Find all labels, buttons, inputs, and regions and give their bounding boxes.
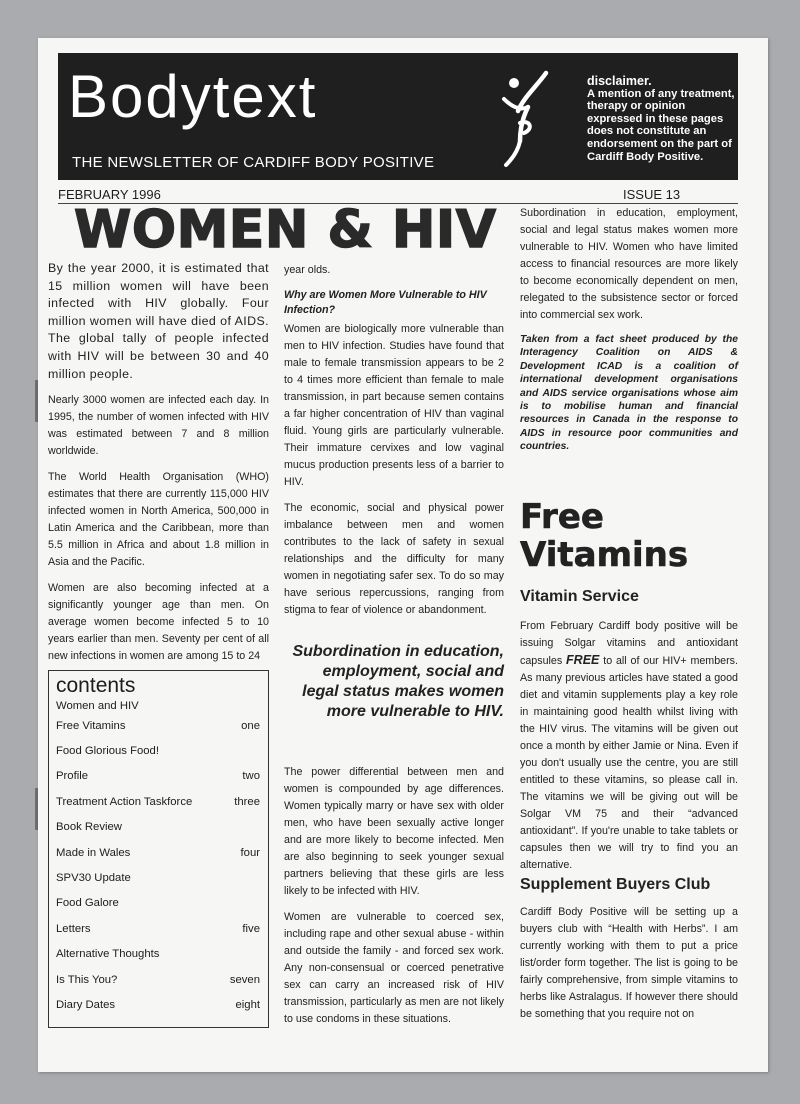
article-column-2 (284, 262, 504, 628)
contents-item-title: Diary Dates (56, 998, 116, 1011)
article-column-2-continued (284, 764, 504, 1037)
dancing-figure-logo (498, 63, 552, 168)
article-paragraph: year olds. (284, 264, 331, 276)
article-headline: WOMEN & HIV (74, 200, 497, 260)
issue-number: ISSUE 13 (623, 187, 681, 202)
contents-item (56, 967, 260, 992)
disclaimer-box (587, 75, 737, 163)
article-column-3 (520, 205, 738, 454)
contents-item-title: Treatment Action Taskforce (56, 795, 193, 808)
contents-item (56, 840, 260, 865)
headline-line: Vitamins (520, 535, 689, 575)
source-note: Taken from a fact sheet produced by the Interagency Coalition on AIDS & Development ICAD is a coalition of international development organisations and AIDS service organisations whose aim is to mobilise human and financial resources in Canada in the response to AIDS in resource poor communities and countries. (520, 334, 738, 453)
contents-item-page: one (241, 719, 260, 732)
contents-item-title: Is This You? (56, 973, 118, 986)
article-paragraph: The World Health Organisation (WHO) estimates that there are currently 115,000 HIV infected women in North America, 500,000 in Latin America and the Caribbean, more than 5.5 million in Africa and about 1.8 million in Asia and the Pacific. (48, 471, 269, 569)
disclaimer-heading: disclaimer. (587, 74, 652, 88)
pull-quote: Subordination in education, employment, social and legal status makes women more vulnerable to HIV. (292, 643, 504, 720)
contents-item (56, 738, 260, 763)
contents-item (56, 713, 260, 738)
contents-item (56, 891, 260, 916)
contents-item-page: three (234, 795, 260, 808)
contents-item-title: Profile (56, 770, 89, 783)
article-paragraph: Women are vulnerable to coerced sex, including rape and other sexual abuse - within and outside the family - and forced sex work. Any non-consensual or coerced penetrative sex can carry an increased risk of HIV transmission, particularly as men are not likely to use condoms in these situations. (284, 911, 504, 1025)
contents-item-page: five (242, 922, 260, 935)
article-subheading: Why are Women More Vulnerable to HIV Infection? (284, 289, 487, 316)
article-paragraph (520, 618, 738, 874)
contents-item (56, 698, 260, 713)
contents-item (56, 764, 260, 789)
article-paragraph: Women are also becoming infected at a significantly younger age than men. On average women become infected 5 to 10 years earlier than men. Seventy per cent of all new infections in women are among 15 to 24 (48, 582, 269, 663)
contents-item-title: Book Review (56, 821, 122, 834)
contents-item-title: Free Vitamins (56, 719, 126, 732)
contents-item-title: Made in Wales (56, 846, 131, 859)
article-paragraph: Women are biologically more vulnerable than men to HIV infection. Studies have found that male to female transmission appears to be 2 to 4 times more efficient than female to male transmission, in part because semen contains a far higher concentration of HIV than vaginal fluid. Young girls are particularly vulnerable. Their immature cervixes and low vaginal mucus production presents less of a barrier to HIV. (284, 323, 504, 488)
contents-item (56, 992, 260, 1017)
contents-item-title: Food Galore (56, 897, 119, 910)
contents-list (56, 698, 260, 1018)
buyers-club-heading: Supplement Buyers Club (520, 876, 711, 893)
contents-item-title: Women and HIV (56, 699, 139, 712)
free-emphasis: FREE (566, 653, 600, 667)
contents-item (56, 865, 260, 890)
contents-item-title: Alternative Thoughts (56, 948, 160, 961)
contents-item-title: SPV30 Update (56, 872, 131, 885)
contents-item (56, 815, 260, 840)
article-column-1 (48, 260, 269, 674)
article-lead-paragraph: By the year 2000, it is estimated that 15 million women will have been infected with HIV globally. Four million women will have died of AIDS. The global tally of people infected with HIV will be between 30 and 40 million people. (48, 261, 269, 381)
contents-item (56, 942, 260, 967)
newsletter-subtitle: THE NEWSLETTER OF CARDIFF BODY POSITIVE (72, 154, 435, 171)
newsletter-title: Bodytext (68, 63, 318, 130)
vitamin-service-text (520, 618, 738, 883)
headline-line: Free (520, 497, 604, 537)
article-paragraph: The power differential between men and women is compounded by age differences. Women typically marry or have sex with older men, who have been sexually active longer and are more likely to become infected. Men are also beginning to seek younger sexual partners believing that these girls are less likely to be infected with HIV. (284, 766, 504, 897)
contents-item-page: eight (235, 998, 260, 1011)
disclaimer-text: A mention of any treatment, therapy or opinion expressed in these pages does not constitute an endorsement on the part of Cardiff Body Positive. (587, 87, 735, 163)
article-paragraph: The economic, social and physical power imbalance between men and women contributes to the lack of safety in sexual relationships and the difficulty for many women in negotiating safer sex. To do so may have serious repercussions, ranging from stigma to fear of violence or abandonment. (284, 502, 504, 616)
contents-item (56, 916, 260, 941)
contents-item-title: Letters (56, 922, 91, 935)
contents-item (56, 789, 260, 814)
contents-item-page: seven (229, 973, 260, 986)
buyers-club-text (520, 904, 738, 1032)
vitamin-service-heading: Vitamin Service (520, 588, 639, 605)
newsletter-page (38, 38, 768, 1072)
contents-box (48, 670, 269, 1028)
masthead (58, 53, 738, 180)
contents-item-page: two (242, 770, 260, 783)
text-run: to all of our HIV+ members. As many previous articles have stated a good diet and vitamin supplements play a key role in maintaining good health whilst living with the HIV virus. The vitamins will be given out once a month by either Jamie or Nina. Even if you don't usually use the centre, you are still entitled to these vitamins, so please call in. The vitamins we will be giving out will be Solgar VM 75 and their “advanced antioxidant”. If you're unable to take tablets or capsules then we will try to find you an alternative. (520, 655, 738, 871)
contents-item-title: Food Glorious Food! (56, 745, 159, 758)
article-paragraph: Subordination in education, employment, social and legal status makes women more vulnerable to HIV. Women who have limited access to financial resources are more likely to become economically dependent on men, relegated to the subsistence sector or forced into commercial sex work. (520, 207, 738, 321)
article-paragraph: Cardiff Body Positive will be setting up a buyers club with “Health with Herbs”. I am currently working with them to put a price list/order form together. The list is going to be fairly comprehensive, from simple vitamins to herbs like Astralagus. If however there should be something that you require not on (520, 906, 738, 1020)
contents-item-page: four (240, 846, 260, 859)
free-vitamins-headline (520, 498, 688, 574)
issue-date: FEBRUARY 1996 (58, 187, 161, 202)
contents-title: contents (56, 674, 136, 697)
text-run: From February Cardiff body positive will be issuing Solgar vitamins and antioxidant capsules (520, 620, 738, 667)
article-paragraph: Nearly 3000 women are infected each day. In 1995, the number of women infected with HIV was estimated between 7 and 8 million worldwide. (48, 394, 269, 458)
